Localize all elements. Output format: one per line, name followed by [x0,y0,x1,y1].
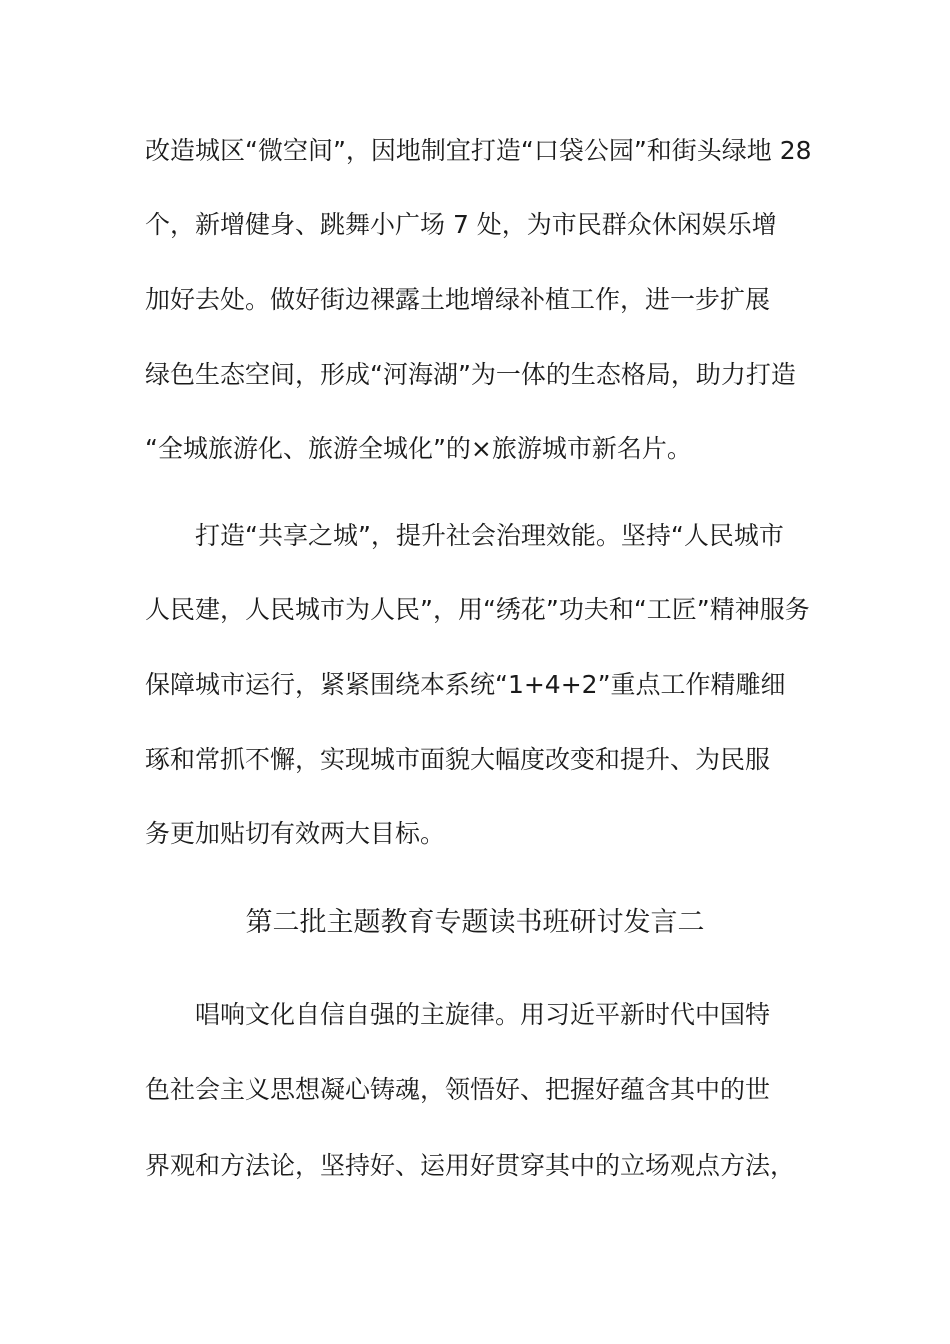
paragraph-2-line-1: 打造“共享之城”，提升社会治理效能。坚持“人民城市 [195,521,784,550]
paragraph-3-line-2: 色社会主义思想凝心铸魂，领悟好、把握好蕴含其中的世 [145,1075,771,1104]
paragraph-1-line-3: 加好去处。做好街边裸露土地增绿补植工作，进一步扩展 [145,285,771,314]
paragraph-2-line-5: 务更加贴切有效两大目标。 [145,819,446,848]
paragraph-1-line-4: 绿色生态空间，形成“河海湖”为一体的生态格局，助力打造 [145,360,796,389]
paragraph-3-line-3: 界观和方法论，坚持好、运用好贯穿其中的立场观点方法， [145,1151,796,1180]
paragraph-1-line-1: 改造城区“微空间”，因地制宜打造“口袋公园”和街头绿地 28 [145,136,812,165]
paragraph-1-line-5: “全城旅游化、旅游全城化”的×旅游城市新名片。 [145,434,692,463]
paragraph-3-line-1: 唱响文化自信自强的主旋律。用习近平新时代中国特 [195,1000,771,1029]
paragraph-2-line-4: 琢和常抓不懈，实现城市面貌大幅度改变和提升、为民服 [145,745,771,774]
paragraph-2-line-2: 人民建，人民城市为人民”，用“绣花”功夫和“工匠”精神服务 [145,595,810,624]
paragraph-2-line-3: 保障城市运行，紧紧围绕本系统“1+4+2”重点工作精雕细 [145,670,786,699]
section-heading: 第二批主题教育专题读书班研讨发言二 [245,907,705,938]
paragraph-1-line-2: 个，新增健身、跳舞小广场 7 处，为市民群众休闲娱乐增 [145,210,777,239]
